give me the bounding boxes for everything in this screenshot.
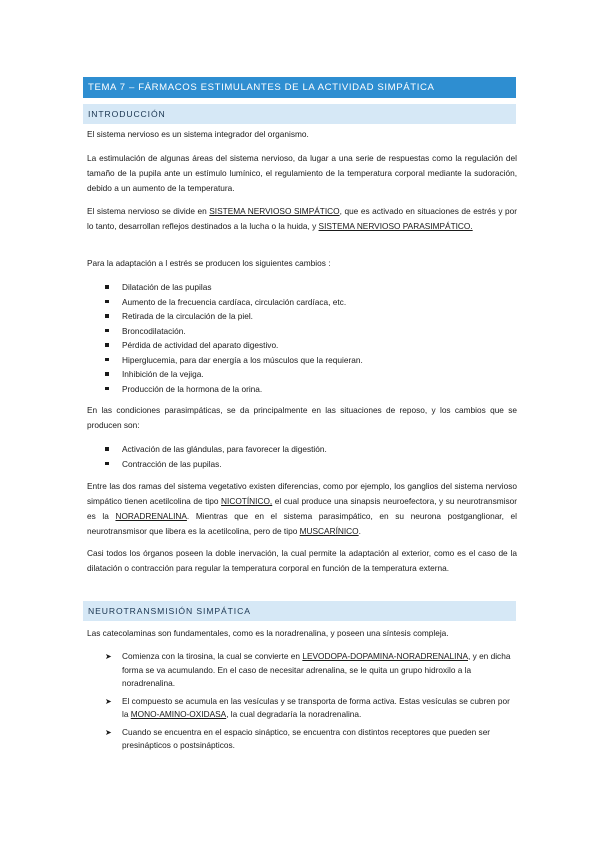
term-muscarinico: MUSCARÍNICO (299, 526, 359, 536)
section-heading-introduccion: INTRODUCCIÓN (83, 104, 516, 124)
list-item-text: Producción de la hormona de la orina. (122, 383, 263, 394)
text-run: , que es activado en situaciones de estrés y por lo tanto, desarrollan reflejos destinados a la lucha o la huida, y (87, 206, 518, 231)
bullet-icon (105, 462, 109, 466)
bullet-icon (105, 447, 109, 451)
intro-paragraph-3 (87, 204, 517, 234)
arrow-bullet-icon: ➤ (105, 696, 112, 706)
stress-changes-list (105, 280, 515, 396)
arrow-bullet-icon: ➤ (105, 652, 112, 661)
list-item (105, 367, 515, 382)
intro-paragraph-6 (87, 479, 517, 539)
text-run: El sistema nervioso se divide en (87, 206, 210, 216)
text-run: Comienza con la tirosina, la cual se convierte en (122, 651, 303, 661)
text-run: El compuesto se acumula en las vesículas y se transporta de forma activa. Estas vesículas se cubren por la (122, 695, 510, 719)
text-run: el cual produce una sinapsis neuroefectora, y su neurotransmisor es la (87, 496, 517, 521)
bullet-icon (105, 300, 109, 304)
intro-paragraph-1: El sistema nervioso es un sistema integrador del organismo. (87, 129, 309, 139)
list-item-text: Retirada de la circulación de la piel. (122, 311, 253, 321)
list-item (105, 353, 515, 368)
list-item-text: Broncodilatación. (122, 325, 186, 336)
list-item-text: Activación de las glándulas, para favorecer la digestión. (122, 444, 327, 454)
bullet-icon (105, 314, 109, 318)
list-item-text: Dilatación de las pupilas (122, 282, 212, 292)
bullet-icon (105, 329, 109, 333)
bullet-icon (105, 372, 109, 376)
term-mono-amino-oxidasa: MONO-AMINO-OXIDASA (130, 709, 227, 719)
text-run: Entre las dos ramas del sistema vegetativo existen diferencias, como por ejemplo, los ganglios del sistema nervioso simpático tienen acetilcolina de tipo (87, 481, 517, 506)
term-levodopa-dopamina-noradrenalina: LEVODOPA-DOPAMINA-NORADRENALINA (302, 651, 468, 661)
neuro-paragraph-1: Las catecolaminas son fundamentales, como es la noradrenalina, y poseen una síntesis compleja. (87, 628, 449, 638)
bullet-icon (105, 343, 109, 347)
intro-paragraph-7: Casi todos los órganos poseen la doble inervación, la cual permite la adaptación al exterior, como es el caso de la dilatación o contracción para regular la temperatura corporal en función de la temperatura externa. (87, 548, 517, 573)
term-sistema-simpatico: SISTEMA NERVIOSO SIMPÁTICO (209, 206, 340, 216)
intro-paragraph-4: Para la adaptación a l estrés se producen los siguientes cambios : (87, 258, 331, 268)
section-heading-neurotransmision: NEUROTRANSMISIÓN SIMPÁTICA (83, 601, 516, 621)
list-item (105, 457, 515, 472)
arrow-bullet-icon: ➤ (105, 727, 112, 737)
text-run: Cuando se encuentra en el espacio sináptico, se encuentra con distintos receptores que pueden ser presinápticos o postsinápticos. (122, 726, 491, 750)
list-item (105, 338, 515, 353)
list-item (105, 280, 515, 295)
text-run: . (358, 526, 361, 536)
list-item (105, 309, 515, 324)
synthesis-steps-list (105, 650, 515, 757)
list-item (105, 442, 515, 457)
bullet-icon (105, 285, 109, 289)
term-nicotinico: NICOTÍNICO, (221, 496, 273, 506)
term-sistema-parasimpatico: SISTEMA NERVIOSO PARASIMPÁTICO. (318, 221, 473, 231)
intro-paragraph-2: La estimulación de algunas áreas del sistema nervioso, da lugar a una serie de respuestas como la regulación del tamaño de la pupila ante un estímulo lumínico, el regulamiento de la temperatura corporal mediante la sudoración, debido a un aumento de la temperatura. (87, 153, 517, 193)
list-item-text: Hiperglucemia, para dar energía a los músculos que la requieran. (122, 354, 363, 365)
list-item (105, 295, 515, 310)
text-run: , la cual degradaría la noradrenalina. (226, 709, 362, 719)
bullet-icon (105, 358, 109, 362)
list-item-text: Pérdida de actividad del aparato digestivo. (122, 340, 279, 350)
text-run: , y en dicha forma se va acumulando. En el caso de necesitar adrenalina, se le quita un grupo hidroxilo a la noradrenalina. (122, 651, 511, 688)
list-item-text: Aumento de la frecuencia cardíaca, circulación cardíaca, etc. (122, 296, 347, 307)
list-item-text: Contracción de las pupilas. (122, 458, 222, 469)
rest-changes-list (105, 442, 515, 471)
list-item (105, 382, 515, 397)
list-item (105, 695, 515, 722)
list-item (105, 726, 515, 753)
text-run: . Mientras que en el sistema parasimpático, en su neurona postganglionar, el neurotransmisor que libera es la acetilcolina, pero de tipo (87, 511, 517, 536)
term-noradrenalina: NORADRENALINA (115, 511, 187, 521)
bullet-icon (105, 387, 109, 391)
list-item (105, 324, 515, 339)
list-item (105, 650, 515, 691)
list-item-text: Inhibición de la vejiga. (122, 369, 204, 379)
intro-paragraph-5: En las condiciones parasimpáticas, se da principalmente en las situaciones de reposo, y los cambios que se producen son: (87, 405, 517, 430)
document-title: TEMA 7 – FÁRMACOS ESTIMULANTES DE LA ACTIVIDAD SIMPÁTICA (83, 77, 516, 98)
